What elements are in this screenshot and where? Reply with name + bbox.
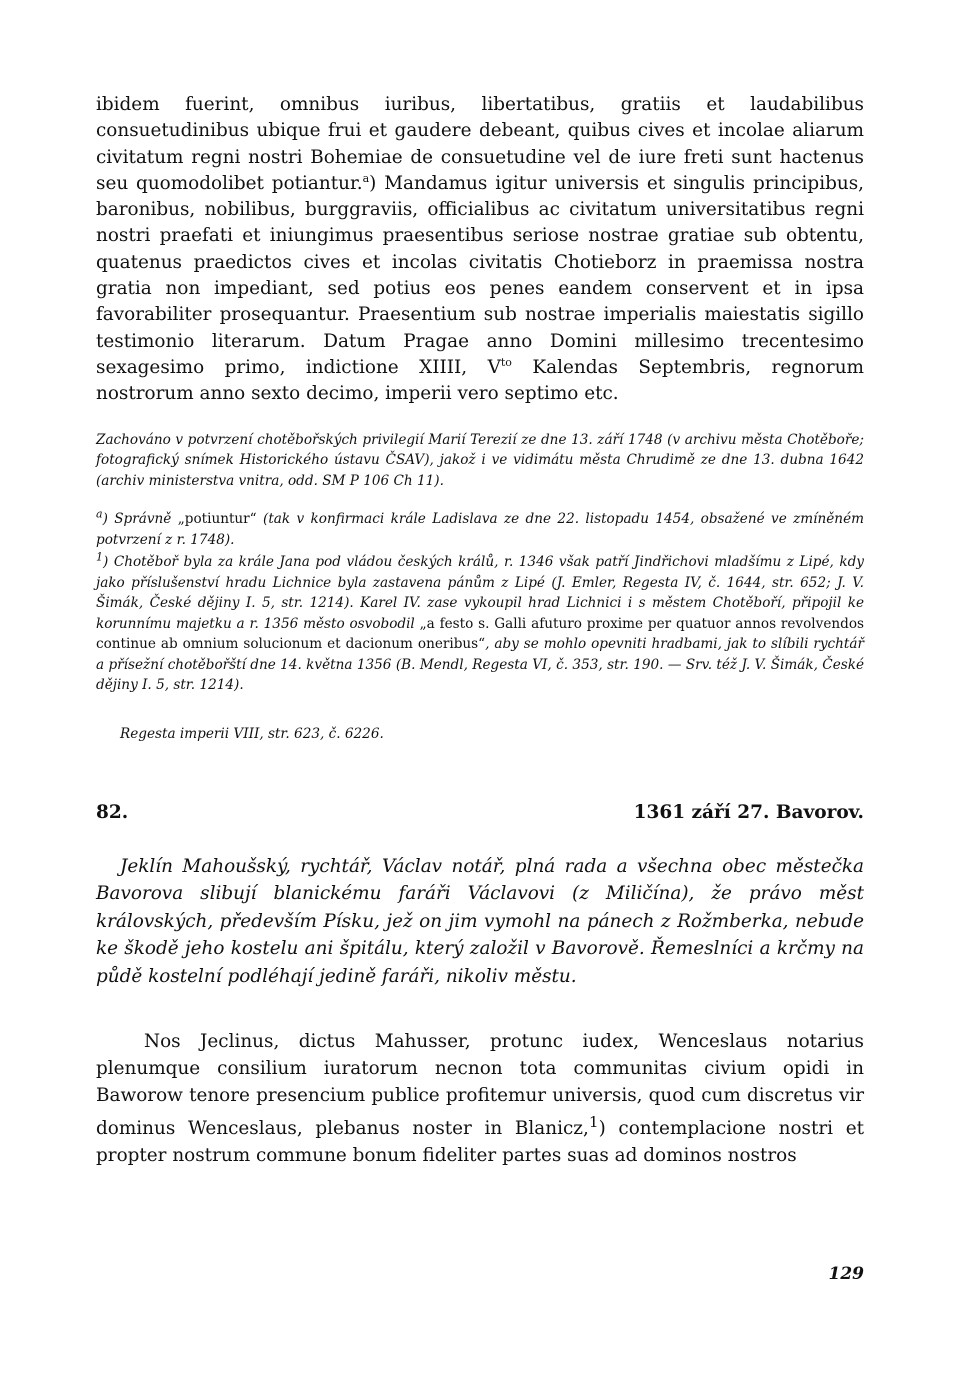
footnote-1-mark: 1 <box>96 550 103 564</box>
charter-text-part1: ibidem fuerint, omnibus iuribus, libertatibus, gratiis et laudabilibus consuetudinibus ubique frui et gaudere debeant, quibus cives et incolae aliarum civitatum regni nostri Bohemiae de consuetudine vel de iure freti sunt hactenus seu quomodolibet potiantur. <box>96 94 864 194</box>
document-page <box>96 92 864 1169</box>
charter-text-part3: Kalendas Septembris, regnorum nostrorum anno sexto decimo, imperii vero septimo etc. <box>96 356 864 405</box>
footnote-1-quote: „a festo s. Galli afuturo proxime per quatuor annos revolvendos continue ab omnium solucionum et dacionum oneribus“ <box>96 615 864 653</box>
ordinal-superscript: to <box>500 355 512 369</box>
footnote-mark-1: 1 <box>588 1113 599 1132</box>
document-heading <box>96 802 864 823</box>
footnote-a-mark: a <box>96 507 103 521</box>
footnotes <box>96 509 864 696</box>
document-number: 82. <box>96 801 129 823</box>
footnote-a-text2: (tak v konfirmaci krále Ladislava ze dne 22. listopadu 1454, obsažené ve zmíněném potvrzení z r. 1748). <box>96 511 864 548</box>
latin-text <box>96 1028 864 1169</box>
footnote-1-text2: , aby se mohlo opevniti hradbami, jak to slíbili rychtář a přísežní chotěbořští dne 14. května 1356 (B. Mendl, Regesta VI, č. 353, str. 190. — Srv. též J. V. Šimák, České dějiny I. 5, str. 1214). <box>96 636 864 694</box>
page-number: 129 <box>828 1264 864 1284</box>
latin-text-part1: Nos Jeclinus, dictus Mahusser, protunc iudex, Wenceslaus notarius plenumque consilium iuratorum necnon tota communitas civium opidi in Baworow tenore presencium publice profitemur universis, quod cum discretus vir dominus Wenceslaus, plebanus noster in Blanicz, <box>96 1031 864 1140</box>
footnote-a-quote: „potiuntur“ <box>177 511 257 528</box>
charter-text <box>96 92 864 408</box>
document-date-place: 1361 září 27. Bavorov. <box>633 801 864 823</box>
footnote-a <box>96 509 864 550</box>
reference: Regesta imperii VIII, str. 623, č. 6226. <box>120 725 384 742</box>
charter-text-part2: ) Mandamus igitur universis et singulis principibus, baronibus, nobilibus, burggraviis, officialibus ac civitatum universitatibus regni nostri praefati et iniungimus praesentibus seriose nostrae gratiae sub obtentu, quatenus praedictos cives et incolas civitatis Chotieborz in praemissa nostra gratia non impediant, sed potius eos penes eandem conservent et in ipsa favorabiliter prosequantur. Praesentium sub nostrae imperialis maiestatis sigillo testimonio literarum. Datum Pragae anno Domini millesimo trecentesimo sexagesimo primo, indictione XIIII, V <box>96 172 864 378</box>
latin-text-part2: ) contemplacione nostri et propter nostrum commune bonum fideliter partes suas ad dominos nostros <box>96 1118 864 1167</box>
footnote-1 <box>96 552 864 696</box>
footnote-a-text1: ) Správně <box>102 511 178 528</box>
source-note: Zachováno v potvrzení chotěbořských privilegií Marií Terezií ze dne 13. září 1748 (v archivu města Chotěboře; fotografický snímek Historického ústavu ČSAV), jakož i ve vidimátu města Chrudimě ze dne 13. dubna 1642 (archiv ministerstva vnitra, odd. SM P 106 Ch 11). <box>96 431 864 489</box>
footnote-1-text1: ) Chotěboř byla za krále Jana pod vládou českých králů, r. 1346 však patří Jindřichovi mladšímu z Lipé, kdy jako příslušenství hradu Lichnice byla zastavena pánům z Lipé (J. Emler, Regesta IV, č. 1644, str. 652; J. V. Šimák, České dějiny I. 5, str. 1214). Karel IV. zase vykoupil hrad Lichnici i s městem Chotěboří, připojil ke korunnímu majetku a r. 1356 město osvobodil <box>96 554 864 632</box>
czech-abstract: Jeklín Mahoušský, rychtář, Václav notář, plná rada a všechna obec městečka Bavorova slibují blanickému faráři Václavovi (z Miličína), že právo měst královských, především Písku, jež on jim vymohl na pánech z Rožmberka, nebude ke škodě jeho kostelu ani špitálu, který založil v Bavorově. Řemeslníci a krčmy na půdě kostelní podléhají jedině faráři, nikoliv městu. <box>96 855 864 987</box>
footnote-mark-a: a <box>362 171 370 185</box>
